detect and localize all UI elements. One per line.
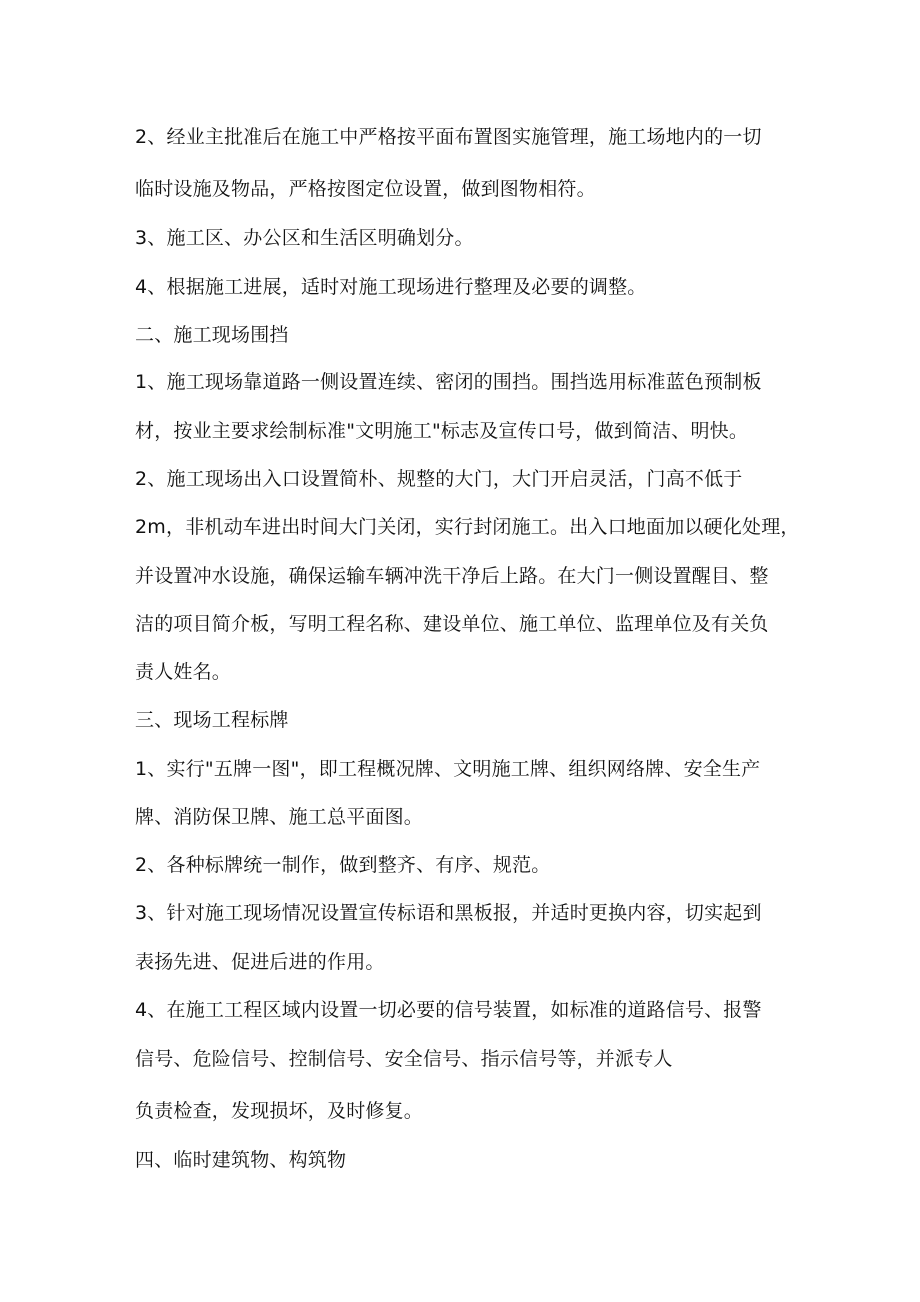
text-line: 4、在施工工程区域内设置一切必要的信号装置，如标准的道路信号、报警	[135, 999, 762, 1021]
text-line: 3、施工区、办公区和生活区明确划分。	[135, 227, 474, 249]
text-line: 2m，非机动车进出时间大门关闭，实行封闭施工。出入口地面加以硬化处理，	[135, 516, 800, 538]
section-heading: 三、现场工程标牌	[135, 709, 289, 731]
section-heading: 二、施工现场围挡	[135, 324, 289, 346]
text-line: 信号、危险信号、控制信号、安全信号、指示信号等，并派专人	[135, 1048, 673, 1070]
text-line: 1、施工现场靠道路一侧设置连续、密闭的围挡。围挡选用标准蓝色预制板	[135, 371, 762, 393]
text-line: 3、针对施工现场情况设置宣传标语和黑板报，并适时更换内容，切实起到	[135, 902, 762, 924]
text-line: 2、施工现场出入口设置简朴、规整的大门，大门开启灵活，门高不低于	[135, 468, 743, 490]
text-line: 2、经业主批准后在施工中严格按平面布置图实施管理，施工场地内的一切	[135, 126, 762, 148]
text-line: 牌、消防保卫牌、施工总平面图。	[135, 806, 424, 828]
text-line: 1、实行"五牌一图"，即工程概况牌、文明施工牌、组织网络牌、安全生产	[135, 758, 761, 780]
section-heading: 四、临时建筑物、构筑物	[135, 1149, 347, 1171]
text-line: 并设置冲水设施，确保运输车辆冲洗干净后上路。在大门一侧设置醒目、整	[135, 565, 769, 587]
text-line: 责人姓名。	[135, 661, 232, 683]
text-line: 洁的项目简介板，写明工程名称、建设单位、施工单位、监理单位及有关负	[135, 613, 769, 635]
text-line: 4、根据施工进展，适时对施工现场进行整理及必要的调整。	[135, 276, 647, 298]
text-line: 负责检查，发现损坏，及时修复。	[135, 1100, 424, 1122]
text-line: 临时设施及物品，严格按图定位设置，做到图物相符。	[135, 178, 596, 200]
text-line: 材，按业主要求绘制标准"文明施工"标志及宣传口号，做到简洁、明快。	[135, 420, 749, 442]
text-line: 表扬先进、促进后进的作用。	[135, 951, 385, 973]
text-line: 2、各种标牌统一制作，做到整齐、有序、规范。	[135, 854, 551, 876]
